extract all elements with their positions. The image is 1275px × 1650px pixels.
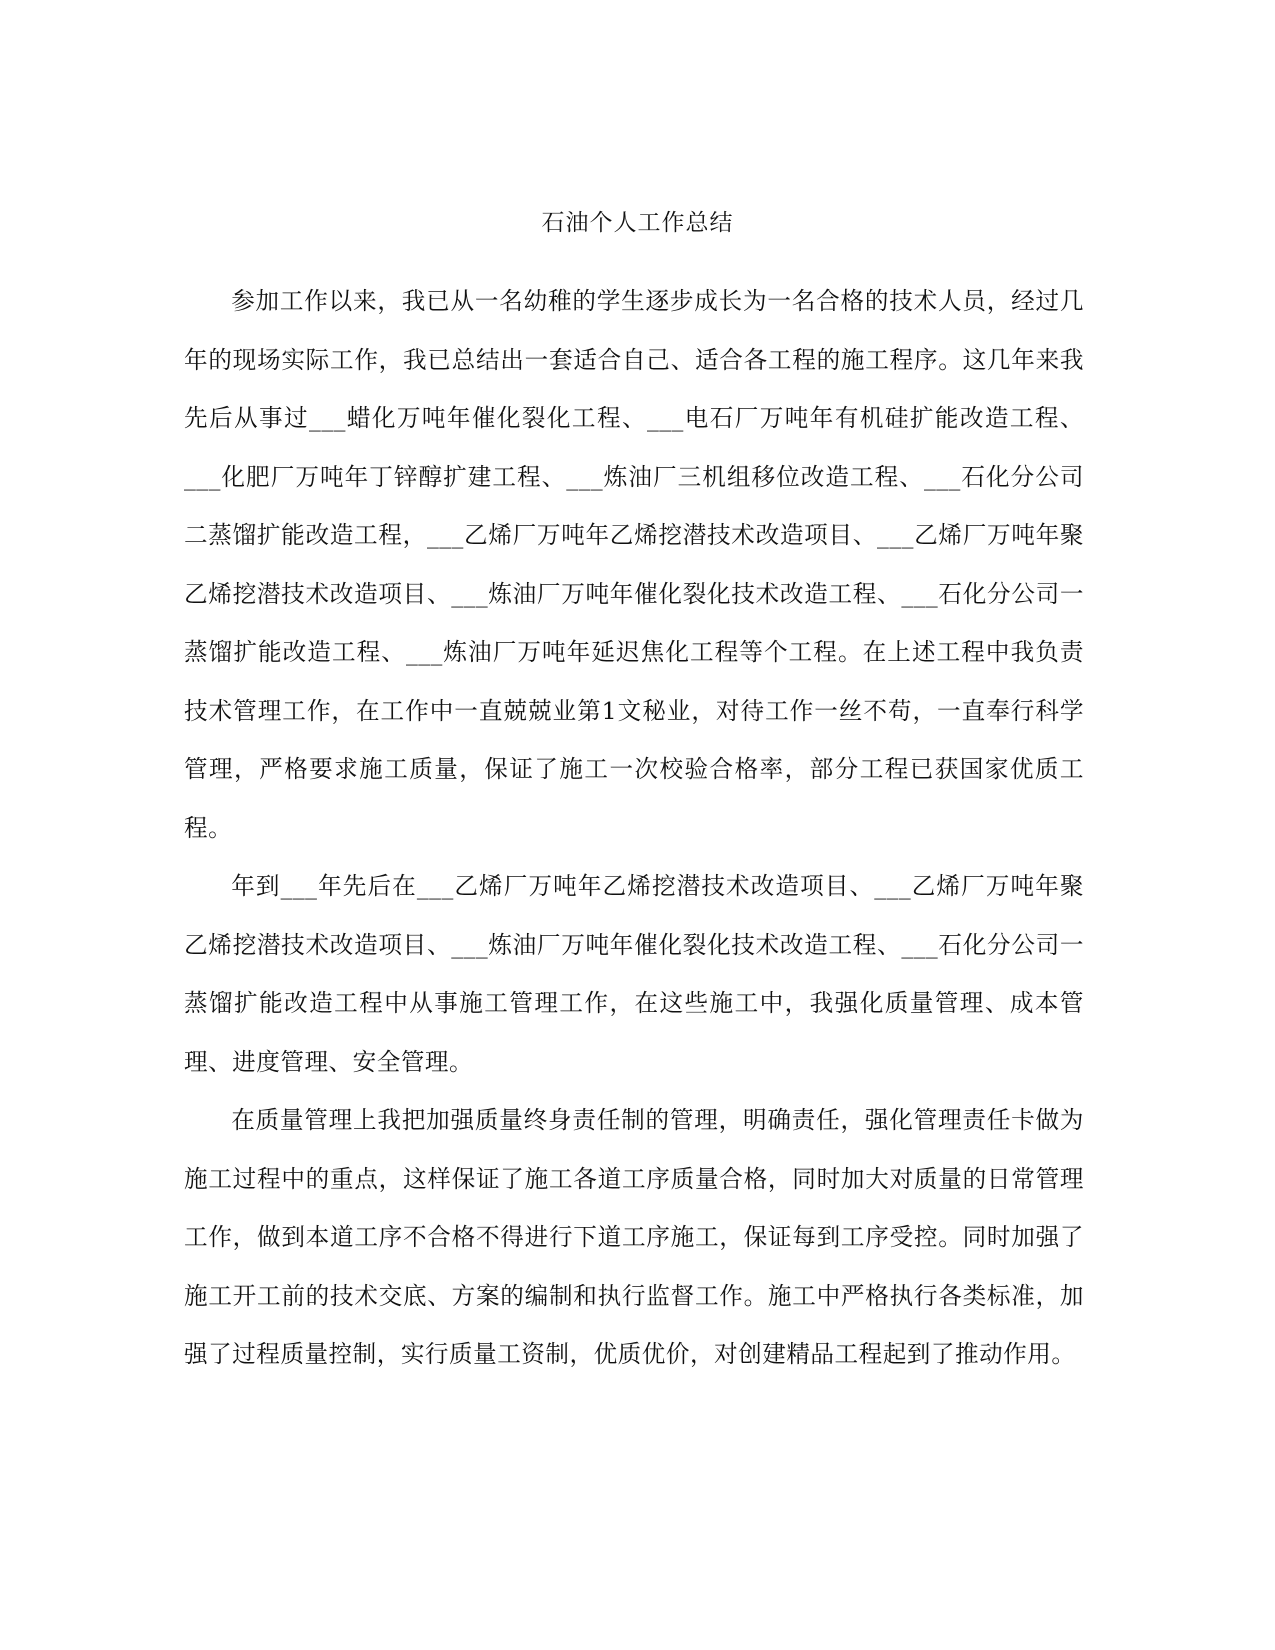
- document-body: [184, 272, 1084, 1384]
- paragraph-construction-management: 年到___年先后在___乙烯厂万吨年乙烯挖潜技术改造项目、___乙烯厂万吨年聚乙烯挖潜技术改造项目、___炼油厂万吨年催化裂化技术改造工程、___石化分公司一蒸馏扩能改造工程中从事施工管理工作，在这些施工中，我强化质量管理、成本管理、进度管理、安全管理。: [184, 872, 1084, 1076]
- document-title: 石油个人工作总结: [541, 210, 734, 236]
- paragraph-quality-management: 在质量管理上我把加强质量终身责任制的管理，明确责任，强化管理责任卡做为施工过程中的重点，这样保证了施工各道工序质量合格，同时加大对质量的日常管理工作，做到本道工序不合格不得进行下道工序施工，保证每到工序受控。同时加强了施工开工前的技术交底、方案的编制和执行监督工作。施工中严格执行各类标准，加强了过程质量控制，实行质量工资制，优质优价，对创建精品工程起到了推动作用。: [184, 1106, 1084, 1368]
- paragraph-work-history: 参加工作以来，我已从一名幼稚的学生逐步成长为一名合格的技术人员，经过几年的现场实际工作，我已总结出一套适合自己、适合各工程的施工程序。这几年来我先后从事过___蜡化万吨年催化裂化工程、___电石厂万吨年有机硅扩能改造工程、___化肥厂万吨年丁锌醇扩建工程、___炼油厂三机组移位改造工程、___石化分公司二蒸馏扩能改造工程，___乙烯厂万吨年乙烯挖潜技术改造项目、___乙烯厂万吨年聚乙烯挖潜技术改造项目、___炼油厂万吨年催化裂化技术改造工程、___石化分公司一蒸馏扩能改造工程、___炼油厂万吨年延迟焦化工程等个工程。在上述工程中我负责技术管理工作，在工作中一直兢兢业第1文秘业，对待工作一丝不苟，一直奉行科学管理，严格要求施工质量，保证了施工一次校验合格率，部分工程已获国家优质工程。: [184, 287, 1084, 842]
